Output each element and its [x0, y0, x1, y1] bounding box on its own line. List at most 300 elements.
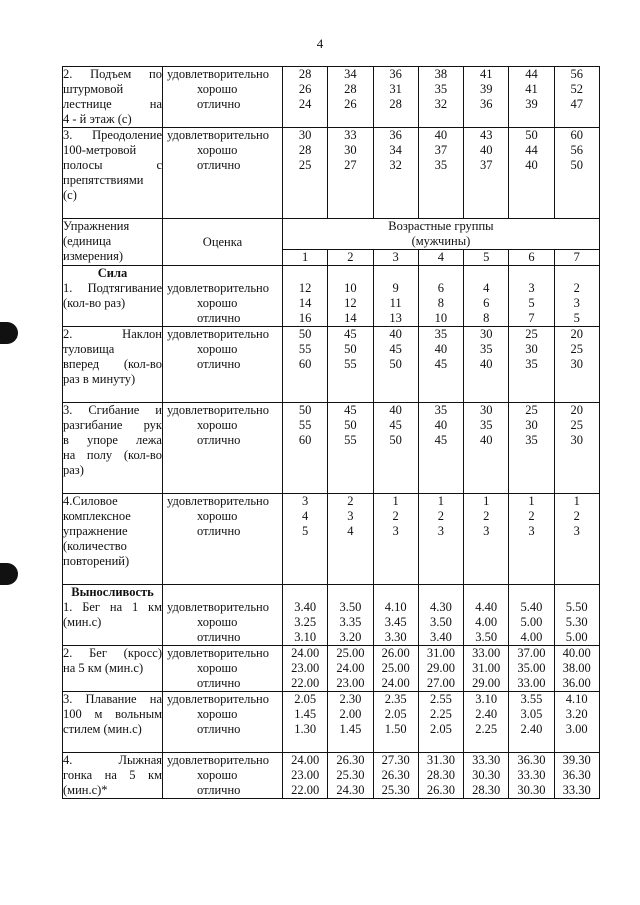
- value: 50: [298, 327, 312, 341]
- exercise-name-line: в упоре лежа: [63, 433, 162, 447]
- grade-label: удовлетворительно: [167, 327, 269, 341]
- spacer: [63, 676, 162, 691]
- header-row: [63, 219, 600, 250]
- value: 24.00: [381, 676, 410, 690]
- value-cell: [418, 327, 463, 403]
- value: 36.30: [562, 768, 591, 782]
- value: 44: [525, 143, 538, 157]
- value-cell: [464, 585, 509, 646]
- spacer: [163, 266, 282, 281]
- value-cell: [283, 266, 328, 327]
- value: 3.30: [384, 630, 407, 644]
- value-cell: [554, 266, 599, 327]
- value: 2.55: [429, 692, 452, 706]
- exercise-name-line: (мин.с): [63, 615, 102, 629]
- punch-hole-mark: [0, 322, 18, 344]
- value: 24.30: [336, 783, 365, 797]
- value-cell: [464, 403, 509, 494]
- header-age-groups-line: Возрастные группы: [388, 219, 494, 233]
- value: 22.00: [291, 783, 320, 797]
- value-cell: [418, 494, 463, 585]
- value: 7: [528, 311, 535, 325]
- value-cell: [373, 403, 418, 494]
- value-cell: [464, 494, 509, 585]
- value: 23.00: [291, 768, 320, 782]
- grade-label: отлично: [197, 158, 241, 172]
- exercise-name-line: туловища: [63, 342, 115, 356]
- grade-cell: [163, 67, 283, 128]
- value: 3: [573, 296, 580, 310]
- value: 4: [347, 524, 354, 538]
- value-cell: [418, 753, 463, 799]
- value: 50: [344, 418, 357, 432]
- value: 28: [389, 97, 402, 111]
- value: 14: [344, 311, 357, 325]
- value: 35: [434, 327, 448, 341]
- value: 26.30: [336, 753, 365, 767]
- exercise-cell: [63, 128, 163, 219]
- value: 36: [389, 67, 402, 81]
- value: 1: [392, 494, 399, 508]
- grade-label: хорошо: [197, 296, 238, 310]
- value: 6: [483, 296, 490, 310]
- value: 23.00: [291, 661, 320, 675]
- value: 60: [570, 128, 583, 142]
- grade-label: хорошо: [197, 418, 238, 432]
- value: 30: [525, 418, 538, 432]
- value: 2.35: [384, 692, 407, 706]
- value: 11: [389, 296, 402, 310]
- value-cell: [283, 494, 328, 585]
- exercise-name-line: штурмовой: [63, 82, 124, 96]
- exercise-name-line: раз): [63, 463, 84, 477]
- exercise-name-line: 3. Преодоление: [63, 128, 162, 142]
- grade-label: удовлетворительно: [167, 403, 269, 417]
- value-cell: [509, 128, 554, 219]
- value: 26.30: [381, 768, 410, 782]
- header-exercise-line: измерения): [63, 249, 123, 263]
- exercise-name-line: 3. Плавание на: [63, 692, 162, 706]
- value: 3.10: [475, 692, 498, 706]
- header-group-number: 7: [554, 250, 599, 266]
- value: 40: [434, 128, 448, 142]
- value: 40: [479, 143, 493, 157]
- value: 60: [298, 433, 312, 447]
- value: 35.00: [517, 661, 546, 675]
- grade-label: удовлетворительно: [167, 600, 269, 614]
- standards-table: [62, 66, 600, 799]
- value: 1.30: [294, 722, 317, 736]
- value: 60: [298, 357, 312, 371]
- value: 5: [528, 296, 535, 310]
- value-cell: [418, 403, 463, 494]
- value: 1: [528, 494, 535, 508]
- value-cell: [464, 753, 509, 799]
- value: 3.40: [294, 600, 317, 614]
- grade-cell: [163, 494, 283, 585]
- spacer: [63, 203, 162, 218]
- value: 36: [389, 128, 402, 142]
- value: 3.05: [520, 707, 543, 721]
- value: 1: [573, 494, 580, 508]
- value: 27.00: [426, 676, 455, 690]
- value-cell: [418, 128, 463, 219]
- value: 25: [525, 327, 538, 341]
- value: 24.00: [291, 753, 320, 767]
- grade-label: отлично: [197, 357, 241, 371]
- value: 45: [344, 403, 357, 417]
- value-cell: [328, 403, 373, 494]
- value: 5.00: [565, 630, 588, 644]
- spacer: [555, 266, 599, 281]
- value: 4: [302, 509, 309, 523]
- value-cell: [283, 403, 328, 494]
- exercise-cell: [63, 692, 163, 753]
- exercise-name-line: повторений): [63, 554, 130, 568]
- value: 12: [298, 281, 312, 295]
- value: 36.30: [517, 753, 546, 767]
- value: 33.00: [517, 676, 546, 690]
- spacer: [63, 311, 162, 326]
- value: 25: [570, 342, 583, 356]
- value-cell: [418, 585, 463, 646]
- value: 37: [434, 143, 448, 157]
- value-cell: [328, 585, 373, 646]
- table-row: [63, 403, 600, 494]
- value: 35: [434, 403, 448, 417]
- value-cell: [373, 646, 418, 692]
- value-cell: [373, 494, 418, 585]
- value-cell: [509, 327, 554, 403]
- value-cell: [418, 266, 463, 327]
- value-cell: [283, 692, 328, 753]
- value: 3.20: [339, 630, 362, 644]
- value: 2: [392, 509, 399, 523]
- value-cell: [464, 327, 509, 403]
- exercise-name-line: разгибание рук: [63, 418, 162, 432]
- value: 27: [344, 158, 357, 172]
- value: 40: [389, 403, 402, 417]
- value: 14: [298, 296, 312, 310]
- table-row: [63, 128, 600, 219]
- value: 28: [298, 67, 312, 81]
- value-cell: [464, 692, 509, 753]
- value: 55: [298, 418, 312, 432]
- value: 39.30: [562, 753, 591, 767]
- value: 55: [344, 357, 357, 371]
- value: 3.20: [565, 707, 588, 721]
- table-row: [63, 585, 600, 646]
- value: 20: [570, 327, 583, 341]
- value: 43: [479, 128, 493, 142]
- value: 4: [483, 281, 490, 295]
- exercise-cell: [63, 585, 163, 646]
- value: 28: [298, 143, 312, 157]
- exercise-name-line: 100-метровой: [63, 143, 137, 157]
- value: 1.45: [339, 722, 362, 736]
- value: 56: [570, 67, 583, 81]
- value: 26.30: [426, 783, 455, 797]
- value: 25.30: [381, 783, 410, 797]
- table-row: [63, 753, 600, 799]
- value-cell: [283, 128, 328, 219]
- value: 36.00: [562, 676, 591, 690]
- value-cell: [373, 128, 418, 219]
- value: 41: [479, 67, 493, 81]
- value: 3.55: [520, 692, 543, 706]
- grade-label: удовлетворительно: [167, 692, 269, 706]
- value: 2.05: [294, 692, 317, 706]
- value: 24.00: [291, 646, 320, 660]
- spacer: [374, 266, 418, 281]
- exercise-name-line: полосы с: [63, 158, 162, 172]
- value: 2: [573, 509, 580, 523]
- value: 45: [434, 357, 448, 371]
- value-cell: [464, 128, 509, 219]
- value-cell: [328, 67, 373, 128]
- value-cell: [328, 128, 373, 219]
- exercise-name-line: (с): [63, 188, 77, 202]
- value: 4.10: [384, 600, 407, 614]
- grade-label: хорошо: [197, 509, 238, 523]
- value: 25: [525, 403, 538, 417]
- value-cell: [328, 266, 373, 327]
- value: 12: [344, 296, 357, 310]
- grade-label: хорошо: [197, 615, 238, 629]
- value: 30: [570, 357, 583, 371]
- value: 35: [434, 158, 448, 172]
- value: 45: [389, 342, 402, 356]
- value-cell: [554, 403, 599, 494]
- value-cell: [328, 692, 373, 753]
- value-cell: [554, 585, 599, 646]
- value: 3: [392, 524, 399, 538]
- value: 4.00: [520, 630, 543, 644]
- value-cell: [283, 67, 328, 128]
- value: 20: [570, 403, 583, 417]
- value: 26.00: [381, 646, 410, 660]
- value: 32: [434, 97, 448, 111]
- header-group-number: 4: [418, 250, 463, 266]
- spacer: [464, 266, 508, 281]
- value: 2: [573, 281, 580, 295]
- value: 40: [479, 357, 493, 371]
- value: 6: [437, 281, 445, 295]
- value: 30: [479, 403, 493, 417]
- grade-cell: [163, 403, 283, 494]
- spacer: [63, 387, 162, 402]
- value: 40: [434, 418, 448, 432]
- value: 3: [528, 281, 535, 295]
- value: 10: [434, 311, 448, 325]
- table-row: [63, 646, 600, 692]
- value: 26: [298, 82, 312, 96]
- exercise-cell: [63, 266, 163, 327]
- header-age-groups-line: (мужчины): [411, 234, 471, 248]
- value: 50: [525, 128, 538, 142]
- header-group-number: 1: [283, 250, 328, 266]
- value: 26: [344, 97, 357, 111]
- value-cell: [464, 266, 509, 327]
- value: 30: [344, 143, 357, 157]
- value: 30: [298, 128, 312, 142]
- header-exercise: [63, 219, 163, 266]
- grade-label: отлично: [197, 676, 241, 690]
- table-body: [63, 67, 600, 799]
- value: 5.50: [565, 600, 588, 614]
- value: 30.30: [517, 783, 546, 797]
- value: 22.00: [291, 676, 320, 690]
- exercise-cell: [63, 646, 163, 692]
- value: 35: [479, 342, 493, 356]
- header-exercise-line: Упражнения: [63, 219, 130, 233]
- value: 35: [525, 433, 538, 447]
- value-cell: [418, 692, 463, 753]
- value: 31.00: [472, 661, 501, 675]
- value: 23.00: [336, 676, 365, 690]
- value-cell: [554, 753, 599, 799]
- value: 44: [525, 67, 538, 81]
- value: 3: [437, 524, 445, 538]
- exercise-cell: [63, 67, 163, 128]
- value: 2: [528, 509, 535, 523]
- spacer: [419, 266, 463, 281]
- grade-label: отлично: [197, 433, 241, 447]
- grade-label: отлично: [197, 524, 241, 538]
- value: 2.00: [339, 707, 362, 721]
- spacer: [509, 266, 553, 281]
- value: 13: [389, 311, 402, 325]
- value: 5: [302, 524, 309, 538]
- value-cell: [509, 403, 554, 494]
- value: 28.30: [472, 783, 501, 797]
- spacer: [63, 737, 162, 752]
- spacer: [328, 585, 372, 600]
- exercise-cell: [63, 753, 163, 799]
- value: 3.00: [565, 722, 588, 736]
- value: 33.30: [562, 783, 591, 797]
- value-cell: [554, 327, 599, 403]
- value: 33.00: [472, 646, 501, 660]
- exercise-name-line: 4 - й этаж (с): [63, 112, 132, 126]
- grade-cell: [163, 266, 283, 327]
- value-cell: [554, 67, 599, 128]
- value: 47: [570, 97, 583, 111]
- grade-label: хорошо: [197, 143, 238, 157]
- value: 3: [528, 524, 535, 538]
- value: 1.50: [384, 722, 407, 736]
- grade-label: удовлетворительно: [167, 753, 269, 767]
- exercise-cell: [63, 403, 163, 494]
- grade-cell: [163, 753, 283, 799]
- value-cell: [509, 646, 554, 692]
- value: 3: [347, 509, 354, 523]
- exercise-name-line: упражнение: [63, 524, 128, 538]
- value-cell: [464, 646, 509, 692]
- value: 3.50: [429, 615, 452, 629]
- spacer: [509, 585, 553, 600]
- value: 31: [389, 82, 402, 96]
- spacer: [63, 569, 162, 584]
- value-cell: [328, 327, 373, 403]
- value-cell: [509, 692, 554, 753]
- value: 36: [479, 97, 493, 111]
- header-group-number: 2: [328, 250, 373, 266]
- value-cell: [509, 753, 554, 799]
- value: 10: [344, 281, 357, 295]
- value-cell: [373, 67, 418, 128]
- grade-cell: [163, 646, 283, 692]
- value: 38.00: [562, 661, 591, 675]
- spacer: [419, 585, 463, 600]
- grade-label: отлично: [197, 630, 241, 644]
- header-group-number: 6: [509, 250, 554, 266]
- table-row: [63, 494, 600, 585]
- exercise-name-line: (мин.с)*: [63, 783, 108, 797]
- value: 3.50: [339, 600, 362, 614]
- value: 50: [344, 342, 357, 356]
- exercise-name-line: 1. Подтягивание: [63, 281, 162, 295]
- exercise-name-line: лестнице на: [63, 97, 162, 111]
- value: 5: [573, 311, 580, 325]
- value: 5.00: [520, 615, 543, 629]
- value: 4.00: [475, 615, 498, 629]
- value: 50: [570, 158, 583, 172]
- value: 3.50: [475, 630, 498, 644]
- value: 5.30: [565, 615, 588, 629]
- value-cell: [418, 646, 463, 692]
- section-title: Выносливость: [71, 585, 154, 599]
- value: 25.00: [336, 646, 365, 660]
- value-cell: [328, 753, 373, 799]
- value-cell: [328, 646, 373, 692]
- exercise-name-line: на 5 км (мин.с): [63, 661, 144, 675]
- value-cell: [418, 67, 463, 128]
- spacer: [464, 585, 508, 600]
- value: 40.00: [562, 646, 591, 660]
- grade-label: удовлетворительно: [167, 67, 269, 81]
- exercise-name-line: (кол-во раз): [63, 296, 126, 310]
- exercise-name-line: 3. Сгибание и: [63, 403, 162, 417]
- value: 25: [298, 158, 312, 172]
- value: 24: [298, 97, 312, 111]
- value: 4.10: [565, 692, 588, 706]
- value: 1.45: [294, 707, 317, 721]
- value: 3.40: [429, 630, 452, 644]
- value-cell: [509, 494, 554, 585]
- value: 35: [479, 418, 493, 432]
- value: 2: [437, 509, 445, 523]
- value-cell: [554, 494, 599, 585]
- value: 55: [298, 342, 312, 356]
- grade-label: удовлетворительно: [167, 281, 269, 295]
- value: 28.30: [426, 768, 455, 782]
- spacer: [555, 585, 599, 600]
- exercise-name-line: стилем (мин.с): [63, 722, 142, 736]
- value: 9: [392, 281, 399, 295]
- grade-label: хорошо: [197, 707, 238, 721]
- value: 29.00: [472, 676, 501, 690]
- grade-label: хорошо: [197, 82, 238, 96]
- exercise-name-line: 4.Силовое: [63, 494, 118, 508]
- exercise-cell: [63, 327, 163, 403]
- value: 41: [525, 82, 538, 96]
- header-age-groups: [283, 219, 600, 250]
- value: 52: [570, 82, 583, 96]
- value: 2.40: [520, 722, 543, 736]
- value: 1: [483, 494, 490, 508]
- grade-cell: [163, 128, 283, 219]
